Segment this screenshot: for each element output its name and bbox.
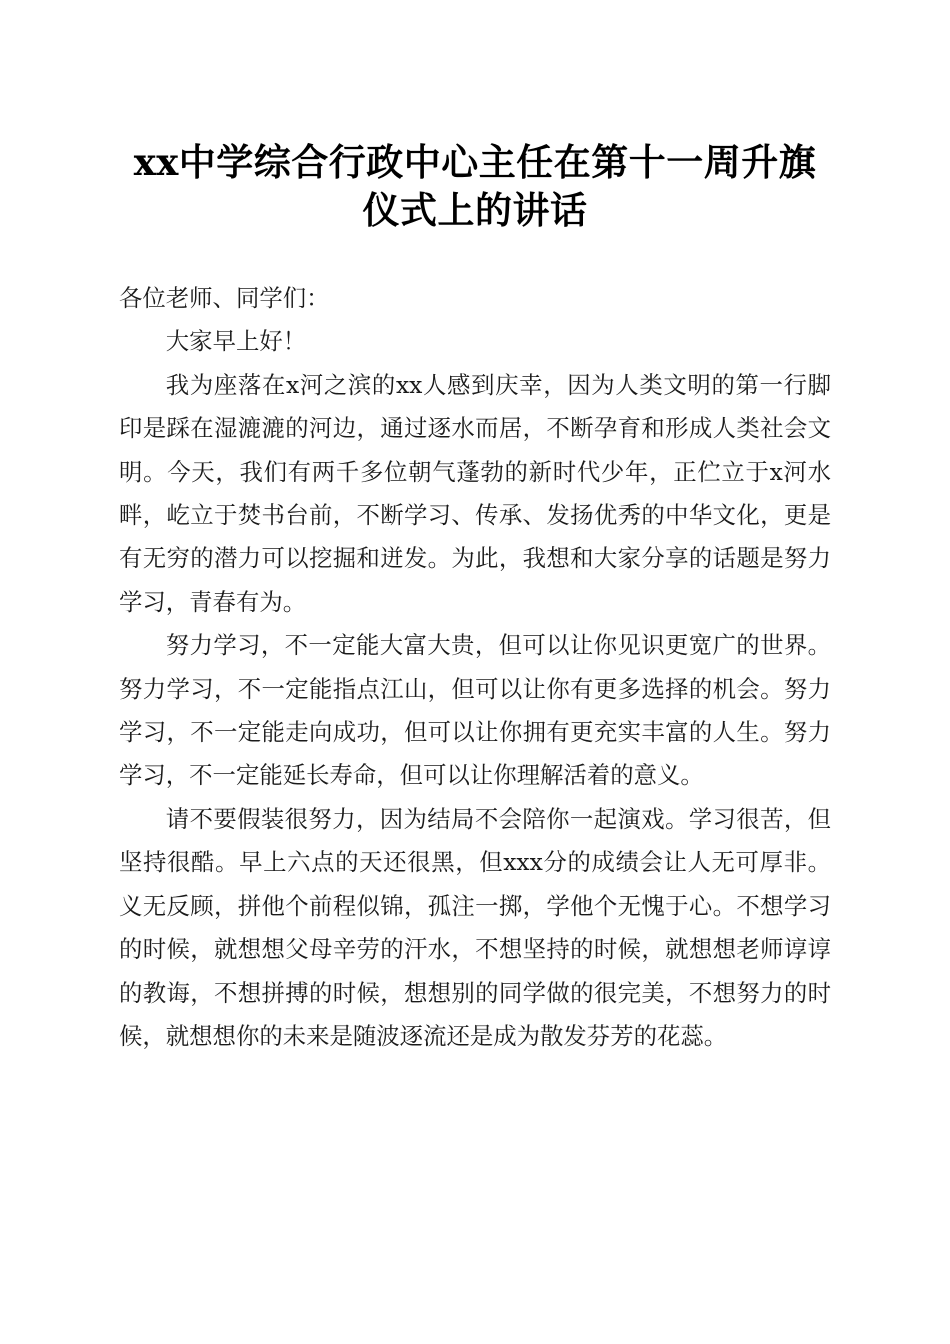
speech-title: xx中学综合行政中心主任在第十一周升旗仪式上的讲话 [133,140,817,232]
paragraph-intro: 我为座落在x河之滨的xx人感到庆幸，因为人类文明的第一行脚印是踩在湿漉漉的河边，通过逐水而居，不断孕育和形成人类社会文明。今天，我们有两千多位朝气蓬勃的新时代少年，正伫立于x河水畔，屹立于焚书台前，不断学习、传承、发扬优秀的中华文化，更是有无穷的潜力可以挖掘和迸发。为此，我想和大家分享的话题是努力学习，青春有为。 [119,370,831,616]
paragraph-persist: 请不要假装很努力，因为结局不会陪你一起演戏。学习很苦，但坚持很酷。早上六点的天还很黑，但xxx分的成绩会让人无可厚非。义无反顾，拼他个前程似锦，孤注一掷，学他个无愧于心。不想学习的时候，就想想父母辛劳的汗水，不想坚持的时候，就想想老师谆谆的教诲，不想拼搏的时候，想想别的同学做的很完美，不想努力的时候，就想想你的未来是随波逐流还是成为散发芬芳的花蕊。 [119,804,831,1050]
speech-body [119,277,831,1058]
paragraph-greeting: 大家早上好！ [165,327,307,356]
paragraph-study: 努力学习，不一定能大富大贵，但可以让你见识更宽广的世界。努力学习，不一定能指点江山，但可以让你有更多选择的机会。努力学习，不一定能走向成功，但可以让你拥有更充实丰富的人生。努力学习，不一定能延长寿命，但可以让你理解活着的意义。 [119,631,831,790]
salutation: 各位老师、同学们： [119,284,330,312]
